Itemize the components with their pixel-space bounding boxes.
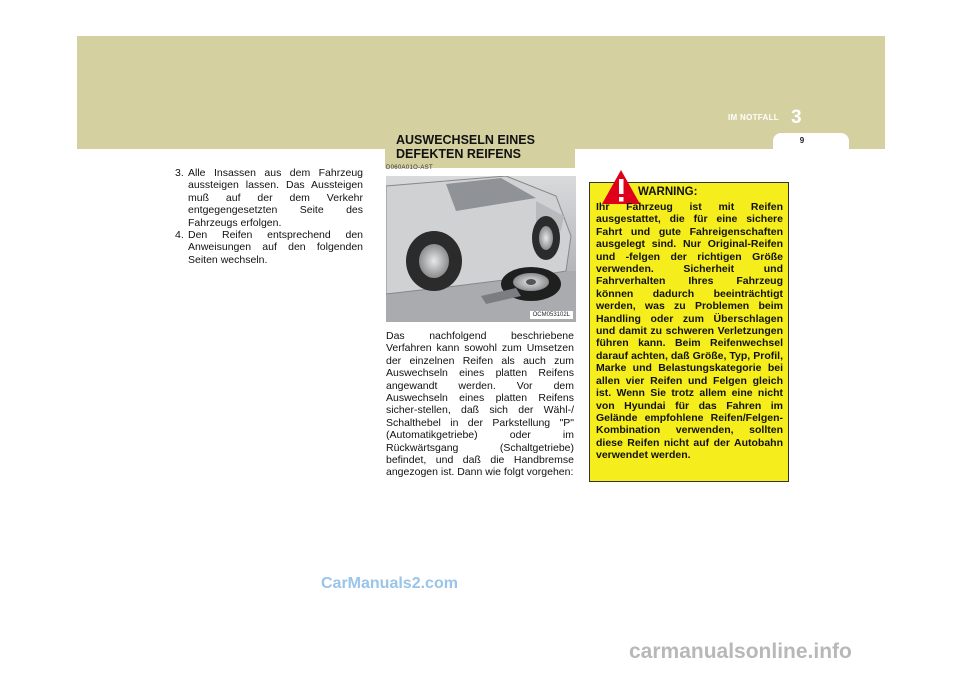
chapter-title: IM NOTFALL — [728, 113, 779, 122]
step-text: Den Reifen entsprechend den Anweisungen auf den folgenden Seiten wechseln. — [188, 229, 363, 266]
tire-change-photo — [386, 176, 576, 322]
intro-paragraph: Das nachfolgend beschriebene Verfahren kann sowohl zum Umsetzen der einzelnen Reifen als auch zum Auswechseln eines platten Reifens angewandt werden. Vor dem Auswechseln eines platten Reifens sicher-stellen, daß sich der Wähl-/ Schalthebel in der Parkstellung "P" (Automatikgetriebe) oder im Rückwärtsgang (Schaltgetriebe) befindet, und daß die Handbremse angezogen ist. Dann wie folgt vorgehen: — [386, 330, 574, 479]
warning-title: WARNING: — [638, 186, 698, 198]
section-title: AUSWECHSELN EINES DEFEKTEN REIFENS — [396, 133, 535, 161]
list-item — [163, 229, 363, 266]
page-number: 9 — [799, 136, 805, 145]
step-text: Alle Insassen aus dem Fahrzeug aussteigen lassen. Das Aussteigen muß auf der dem Verkehr entgegengesetzten Seite des Fahrzeugs erfolgen. — [188, 167, 363, 229]
step-number: 3. — [175, 167, 184, 179]
page-number-tab — [773, 133, 849, 149]
list-item — [163, 167, 363, 229]
warning-text: Ihr Fahrzeug ist mit Reifen ausgestattet, die für eine sichere Fahrt und gute Fahreigenschaften ausgelegt sind. Nur Original-Reifen und -felgen der richtigen Größe verwenden. Sicherheit und Fahrverhalten Ihres Fahrzeug können dadurch beeinträchtigt werden, was zu Problemen beim Handling oder zum Überschlagen und damit zu schweren Verletzungen führen kann. Beim Reifenwechsel darauf achten, daß Größe, Typ, Profil, Marke und Belastungskategorie bei allen vier Reifen und Felgen gleich ist. Wenn Sie trotz allem eine nicht von Hyundai für das Fahren im Gelände empfohlene Reifen/Felgen-Kombination verwenden, sollten diese Reifen nicht auf der Autobahn verwendet werden. — [596, 201, 783, 462]
chapter-number: 3 — [791, 107, 802, 128]
steps-list — [163, 167, 363, 266]
header-band-lower — [77, 135, 377, 149]
figure-caption: OCM053102L — [530, 311, 573, 319]
watermark-carmanualsonline[interactable]: carmanualsonline.info — [629, 640, 852, 663]
reference-code: D060A01O-AST — [386, 165, 433, 171]
watermark-carmanuals2[interactable]: CarManuals2.com — [321, 575, 458, 592]
car-with-spare-tire-illustration — [386, 176, 576, 322]
step-number: 4. — [175, 229, 184, 242]
